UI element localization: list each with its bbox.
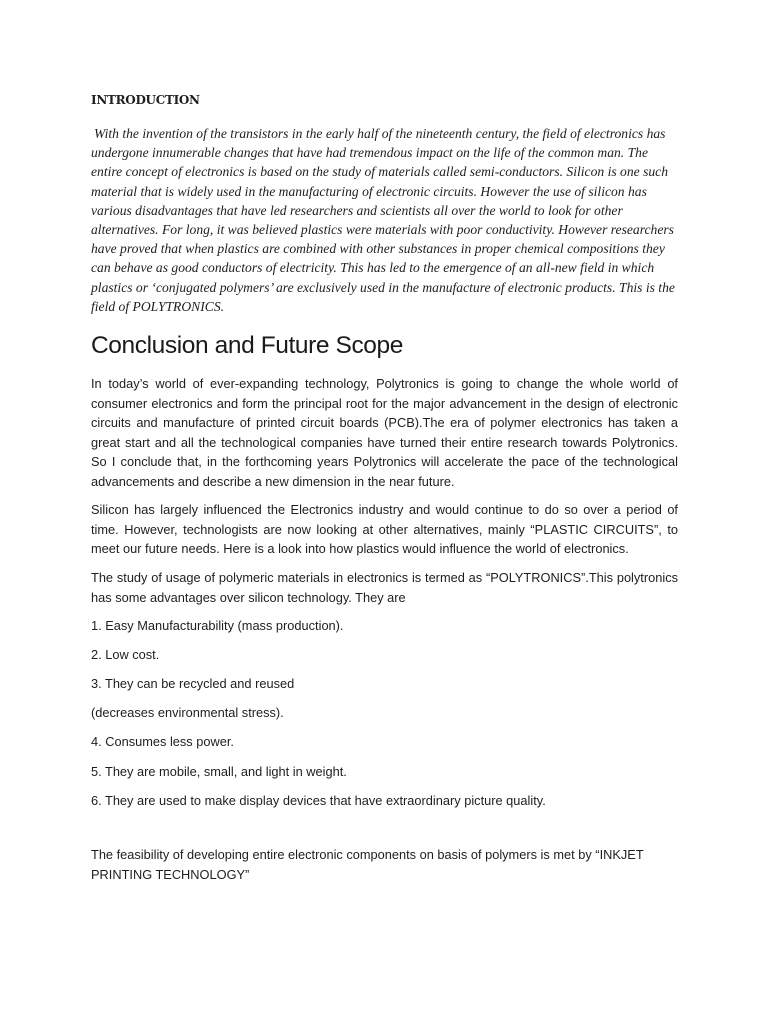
conclusion-paragraph-3: The study of usage of polymeric materials in electronics is termed as “POLYTRONICS”.This polytronics has some advantages over silicon technology. They are: [91, 570, 678, 605]
intro-heading: INTRODUCTION: [91, 93, 200, 107]
advantage-item: 3. They can be recycled and reused: [91, 676, 295, 691]
advantage-item: 2. Low cost.: [91, 647, 160, 662]
document-page: [91, 0, 678, 1024]
closing-paragraph: The feasibility of developing entire electronic components on basis of polymers is met by “INKJET PRINTING TECHNOLOGY”: [91, 847, 644, 882]
conclusion-paragraph-2: Silicon has largely influenced the Electronics industry and would continue to do so over a period of time. However, technologists are now looking at other alternatives, mainly “PLASTIC CIRCUITS”, to meet our future needs. Here is a look into how plastics would influence the world of electronics.: [91, 502, 678, 556]
conclusion-title: Conclusion and Future Scope: [91, 332, 403, 359]
advantage-item-continuation: (decreases environmental stress).: [91, 705, 284, 720]
advantage-item: 4. Consumes less power.: [91, 734, 234, 749]
intro-paragraph: With the invention of the transistors in the early half of the nineteenth century, the field of electronics has undergone innumerable changes that have had tremendous impact on the life of the common man. The entire concept of electronics is based on the study of materials called semi-conductors. Silicon is one such material that is widely used in the manufacturing of electronic circuits. However the use of silicon has various disadvantages that have led researchers and scientists all over the world to look for other alternatives. For long, it was believed plastics were materials with poor conductivity. However researchers have proved that when plastics are combined with other substances in proper chemical compositions they can behave as good conductors of electricity. This has led to the emergence of an all-new field in which plastics or ‘conjugated polymers’ are exclusively used in the manufacture of electronic products. This is the field of POLYTRONICS.: [91, 126, 675, 314]
conclusion-paragraph-1: In today’s world of ever-expanding technology, Polytronics is going to change the whole world of consumer electronics and form the principal root for the major advancement in the design of electronic circuits and manufacture of printed circuit boards (PCB).The era of polymer electronics has taken a great start and all the technological companies have turned their entire research towards Polytronics. So I conclude that, in the forthcoming years Polytronics will accelerate the pace of the technological advancements and describe a new dimension in the near future.: [91, 376, 678, 489]
advantage-item: 1. Easy Manufacturability (mass production).: [91, 618, 344, 633]
advantage-item: 6. They are used to make display devices that have extraordinary picture quality.: [91, 793, 546, 808]
advantage-item: 5. They are mobile, small, and light in weight.: [91, 764, 347, 779]
